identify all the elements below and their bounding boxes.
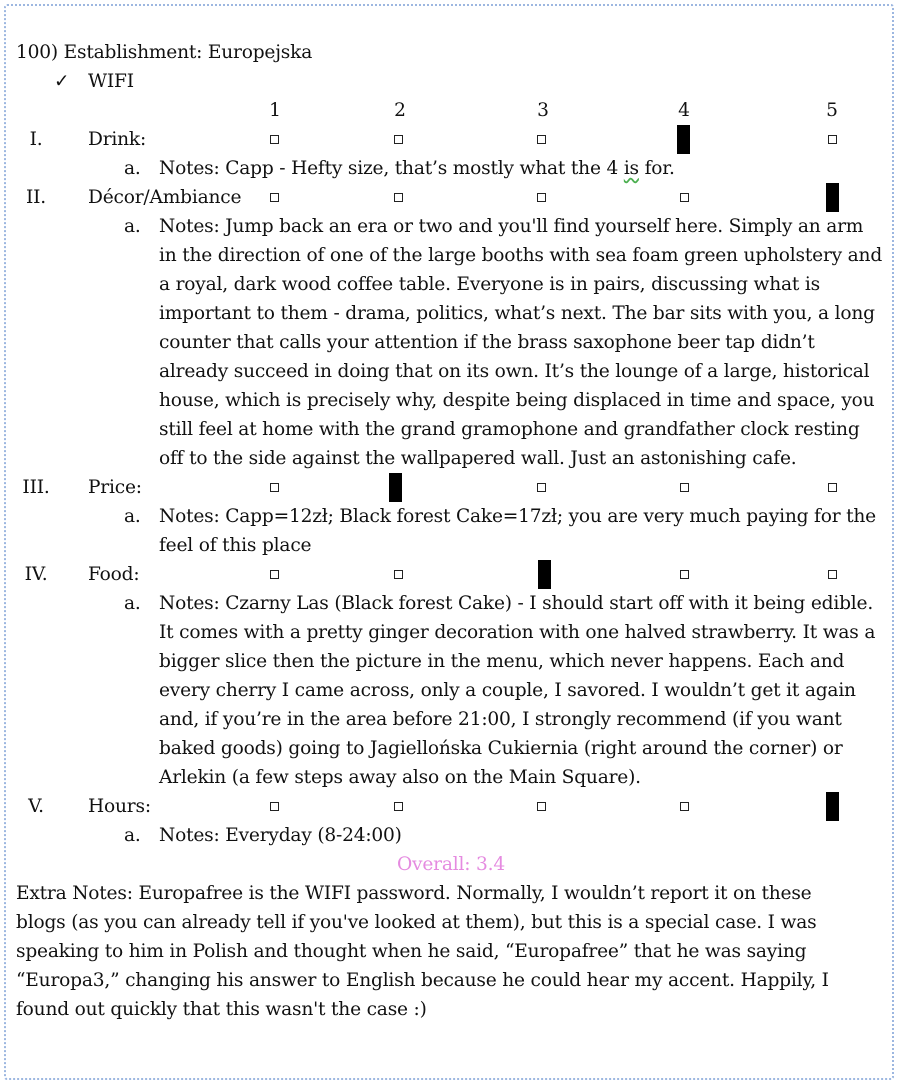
drink-notes-text-a: Notes: Capp - Hefty size, that’s mostly what the 4 (159, 158, 624, 179)
rating-checkbox-1 (270, 570, 279, 579)
category-numeral: I. (29, 129, 43, 150)
category-numeral: III. (22, 477, 50, 498)
rating-checkbox-2 (394, 570, 403, 579)
category-label: Price: (88, 477, 142, 498)
rating-checkbox-1 (270, 135, 279, 144)
hours-notes (16, 821, 886, 850)
drink-notes-text-c: for. (638, 158, 675, 179)
note-letter: a. (124, 825, 141, 846)
checkmark-icon: ✓ (54, 71, 70, 92)
rating-checkbox-2 (394, 802, 403, 811)
note-letter: a. (124, 593, 141, 614)
rating-checkbox-4 (680, 802, 689, 811)
category-numeral: II. (25, 187, 46, 208)
rating-checkbox-1 (270, 483, 279, 492)
price-notes-text: Notes: Capp=12zł; Black forest Cake=17zł; you are very much paying for the feel of this place (159, 506, 876, 556)
rating-checkbox-5 (828, 135, 837, 144)
food-notes (16, 589, 886, 792)
hours-notes-text: Notes: Everyday (8-24:00) (159, 825, 402, 846)
category-numeral: V. (28, 796, 44, 817)
category-drink (16, 125, 886, 154)
rating-checkbox-3 (537, 193, 546, 202)
extra-notes: Extra Notes: Europafree is the WIFI password. Normally, I wouldn’t report it on these blogs (as you can already tell if you've looked at them), but this is a special case. I was speaking to him in Polish and thought when he said, “Europafree” that he was saying “Europa3,” changing his answer to English because he could hear my accent. Happily, I found out quickly that this wasn't the case :) (16, 883, 829, 1020)
rating-checkbox-4 (680, 483, 689, 492)
note-letter: a. (124, 216, 141, 237)
category-label: Drink: (88, 129, 147, 150)
category-label: Hours: (88, 796, 151, 817)
category-numeral: IV. (24, 564, 48, 585)
price-notes (16, 502, 886, 560)
rating-checkbox-2 (394, 193, 403, 202)
rating-checkbox-5 (828, 483, 837, 492)
rating-checkbox-3 (537, 802, 546, 811)
wifi-label: WIFI (88, 71, 134, 92)
note-letter: a. (124, 506, 141, 527)
rating-checkbox-2 (394, 135, 403, 144)
category-food (16, 560, 886, 589)
drink-notes (16, 154, 886, 183)
rating-checkbox-4 (680, 570, 689, 579)
scale-5: 5 (826, 100, 838, 121)
establishment-title: 100) Establishment: Europejska (16, 42, 313, 63)
rating-selected-box-2 (389, 473, 402, 502)
rating-checkbox-3 (537, 483, 546, 492)
rating-selected-box-5 (826, 183, 839, 212)
scale-3: 3 (537, 100, 549, 121)
rating-checkbox-3 (537, 135, 546, 144)
decor-notes (16, 212, 886, 473)
category-hours (16, 792, 886, 821)
food-notes-text: Notes: Czarny Las (Black forest Cake) - I should start off with it being edible. It comes with a pretty ginger decoration with one halved strawberry. It was a bigger slice then the picture in the menu, which never happens. Each and every cherry I came across, only a couple, I savored. I wouldn’t get it again and, if you’re in the area before 21:00, I strongly recommend (if you want baked goods) going to Jagiellońska Cukiernia (right around the corner) or Arlekin (a few steps away also on the Main Square). (159, 593, 876, 788)
rating-checkbox-5 (828, 570, 837, 579)
rating-checkbox-4 (680, 193, 689, 202)
rating-checkbox-1 (270, 802, 279, 811)
decor-notes-text: Notes: Jump back an era or two and you'll find yourself here. Simply an arm in the direction of one of the large booths with sea foam green upholstery and a royal, dark wood coffee table. Everyone is in pairs, discussing what is important to them - drama, politics, what’s next. The bar sits with you, a long counter that calls your attention if the brass saxophone beer tap didn’t already succeed in doing that on its own. It’s the lounge of a large, historical house, which is precisely why, despite being displaced in time and space, you still feel at home with the grand gramophone and grandfather clock resting off to the side against the wallpapered wall. Just an astonishing cafe. (159, 216, 883, 469)
rating-selected-box-3 (538, 560, 551, 589)
scale-1: 1 (269, 100, 281, 121)
scale-4: 4 (678, 100, 690, 121)
category-label: Food: (88, 564, 140, 585)
rating-checkbox-1 (270, 193, 279, 202)
category-price (16, 473, 886, 502)
overall-score: Overall: 3.4 (397, 854, 505, 875)
drink-notes-text-b: is (623, 158, 639, 179)
scale-2: 2 (394, 100, 406, 121)
rating-selected-box-5 (826, 792, 839, 821)
review-document (16, 38, 886, 1024)
category-label: Décor/Ambiance (88, 187, 242, 208)
note-letter: a. (124, 158, 141, 179)
rating-scale-header (16, 96, 886, 125)
wifi-check-row (16, 67, 886, 96)
category-decor (16, 183, 886, 212)
rating-selected-box-4 (677, 125, 690, 154)
